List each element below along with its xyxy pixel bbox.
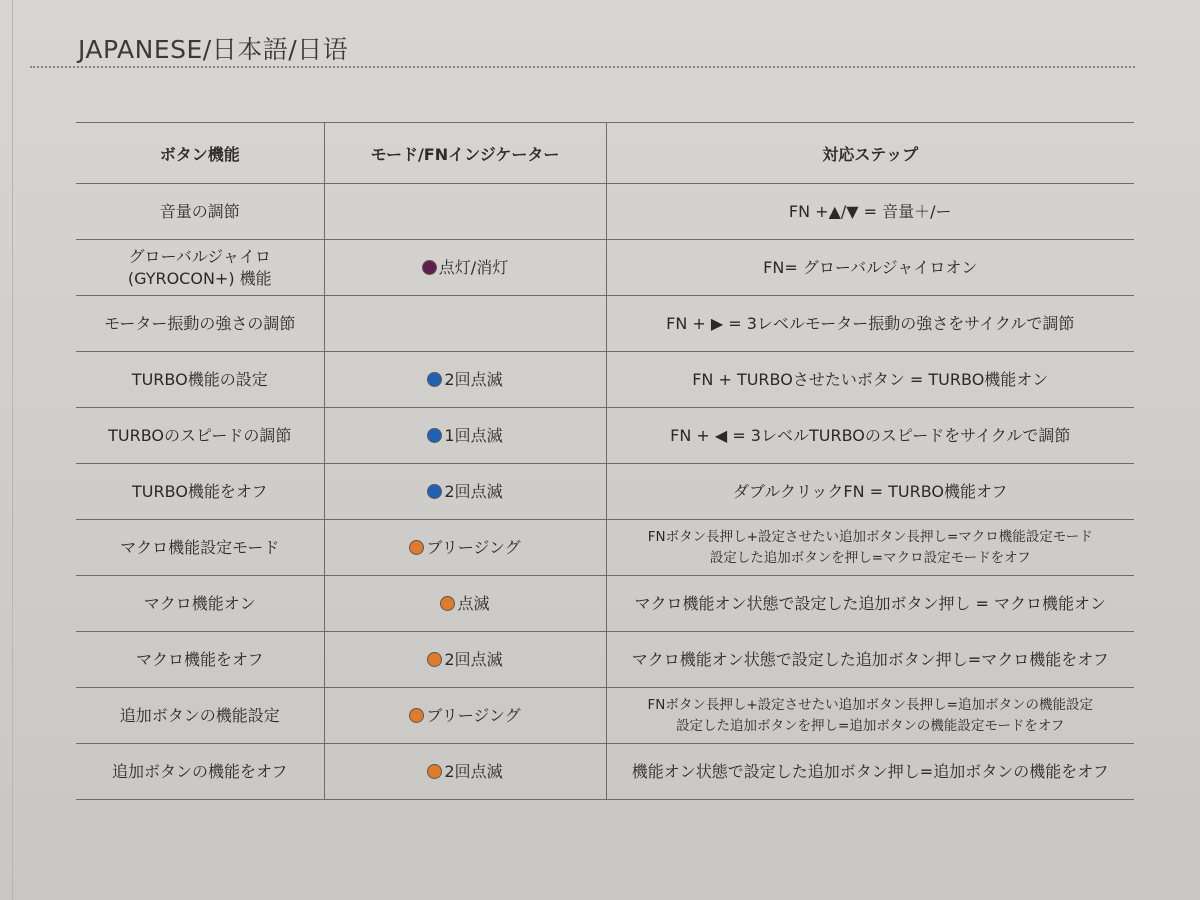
function-text: グローバルジャイロ bbox=[128, 246, 271, 266]
step-cell bbox=[606, 632, 1134, 688]
step-text: FNボタン長押し+設定させたい追加ボタン長押し=マクロ機能設定モード bbox=[647, 528, 1093, 545]
function-text: TURBO機能の設定 bbox=[131, 369, 268, 389]
step-text: 設定した追加ボタンを押し=追加ボタンの機能設定モードをオフ bbox=[676, 717, 1065, 734]
table-header-row bbox=[76, 123, 1134, 184]
indicator-cell bbox=[324, 184, 606, 240]
indicator-text: ブリージング bbox=[426, 705, 521, 725]
function-text: TURBOのスピードの調節 bbox=[108, 425, 292, 445]
step-text: ダブルクリックFN = TURBO機能オフ bbox=[732, 481, 1008, 501]
indicator-led-icon bbox=[427, 428, 442, 443]
function-text: 追加ボタンの機能設定 bbox=[119, 705, 280, 725]
function-text: マクロ機能をオフ bbox=[135, 649, 264, 669]
indicator-text: 2回点滅 bbox=[444, 761, 503, 781]
indicator-text: 2回点滅 bbox=[444, 481, 503, 501]
indicator-led-icon bbox=[427, 764, 442, 779]
function-cell bbox=[76, 744, 324, 800]
indicator-led-icon bbox=[427, 484, 442, 499]
column-header-function: ボタン機能 bbox=[76, 123, 324, 184]
step-text: 設定した追加ボタンを押し=マクロ設定モードをオフ bbox=[709, 549, 1031, 566]
table-row bbox=[76, 184, 1134, 240]
step-cell bbox=[606, 408, 1134, 464]
step-text: マクロ機能オン状態で設定した追加ボタン押し=マクロ機能をオフ bbox=[631, 649, 1109, 669]
step-text: FN + TURBOさせたいボタン = TURBO機能オン bbox=[692, 369, 1049, 389]
indicator-led-icon bbox=[440, 596, 455, 611]
function-text: マクロ機能オン bbox=[143, 593, 256, 613]
step-cell bbox=[606, 240, 1134, 296]
function-cell bbox=[76, 464, 324, 520]
indicator-text: 点滅 bbox=[457, 593, 490, 613]
function-cell bbox=[76, 352, 324, 408]
table-row bbox=[76, 576, 1134, 632]
function-text: TURBO機能をオフ bbox=[132, 481, 268, 501]
step-text: 機能オン状態で設定した追加ボタン押し=追加ボタンの機能をオフ bbox=[631, 761, 1109, 781]
step-cell bbox=[606, 688, 1134, 744]
page-title: JAPANESE/日本語/日语 bbox=[78, 35, 349, 64]
function-text: 音量の調節 bbox=[159, 201, 240, 221]
step-text: FN + ◀ = 3レベルTURBOのスピードをサイクルで調節 bbox=[670, 425, 1071, 445]
step-cell bbox=[606, 744, 1134, 800]
indicator-cell bbox=[324, 296, 606, 352]
indicator-text: ブリージング bbox=[426, 537, 521, 557]
indicator-led-icon bbox=[422, 260, 437, 275]
button-function-table bbox=[76, 122, 1134, 800]
indicator-cell bbox=[324, 688, 606, 744]
step-text: FN + ▶ = 3レベルモーター振動の強さをサイクルで調節 bbox=[666, 313, 1075, 333]
function-cell bbox=[76, 576, 324, 632]
indicator-text: 1回点滅 bbox=[444, 425, 503, 445]
indicator-led-icon bbox=[427, 372, 442, 387]
function-cell bbox=[76, 688, 324, 744]
table-row bbox=[76, 632, 1134, 688]
table-row bbox=[76, 240, 1134, 296]
function-cell bbox=[76, 184, 324, 240]
step-cell bbox=[606, 352, 1134, 408]
page-edge bbox=[12, 0, 13, 900]
indicator-led-icon bbox=[427, 652, 442, 667]
indicator-text: 2回点滅 bbox=[444, 649, 503, 669]
function-text: 追加ボタンの機能をオフ bbox=[111, 761, 288, 781]
indicator-cell bbox=[324, 240, 606, 296]
step-text: FN +▲/▼ = 音量＋/ー bbox=[788, 201, 952, 221]
table-row bbox=[76, 744, 1134, 800]
indicator-cell bbox=[324, 520, 606, 576]
step-cell bbox=[606, 184, 1134, 240]
indicator-cell bbox=[324, 576, 606, 632]
function-cell bbox=[76, 240, 324, 296]
function-text: モーター振動の強さの調節 bbox=[104, 313, 296, 333]
step-text: FN= グローバルジャイロオン bbox=[763, 257, 978, 277]
step-cell bbox=[606, 464, 1134, 520]
function-cell bbox=[76, 520, 324, 576]
function-cell bbox=[76, 632, 324, 688]
indicator-cell bbox=[324, 352, 606, 408]
function-text: マクロ機能設定モード bbox=[120, 537, 280, 557]
step-cell bbox=[606, 296, 1134, 352]
step-cell bbox=[606, 576, 1134, 632]
indicator-cell bbox=[324, 744, 606, 800]
header-dotted-rule bbox=[30, 66, 1135, 68]
table-row bbox=[76, 688, 1134, 744]
table-row bbox=[76, 464, 1134, 520]
indicator-text: 2回点滅 bbox=[444, 369, 503, 389]
step-cell bbox=[606, 520, 1134, 576]
function-text: (GYROCON+) 機能 bbox=[127, 268, 272, 288]
indicator-cell bbox=[324, 464, 606, 520]
table-body bbox=[76, 184, 1134, 800]
step-text: マクロ機能オン状態で設定した追加ボタン押し = マクロ機能オン bbox=[634, 593, 1107, 613]
table-row bbox=[76, 352, 1134, 408]
indicator-cell bbox=[324, 408, 606, 464]
step-text: FNボタン長押し+設定させたい追加ボタン長押し=追加ボタンの機能設定 bbox=[647, 696, 1093, 713]
column-header-indicator: モード/FNインジケーター bbox=[324, 123, 606, 184]
indicator-led-icon bbox=[409, 708, 424, 723]
table-row bbox=[76, 296, 1134, 352]
column-header-step: 対応ステップ bbox=[606, 123, 1134, 184]
function-cell bbox=[76, 296, 324, 352]
table-row bbox=[76, 408, 1134, 464]
table-row bbox=[76, 520, 1134, 576]
function-cell bbox=[76, 408, 324, 464]
indicator-text: 点灯/消灯 bbox=[438, 257, 509, 277]
indicator-cell bbox=[324, 632, 606, 688]
indicator-led-icon bbox=[409, 540, 424, 555]
